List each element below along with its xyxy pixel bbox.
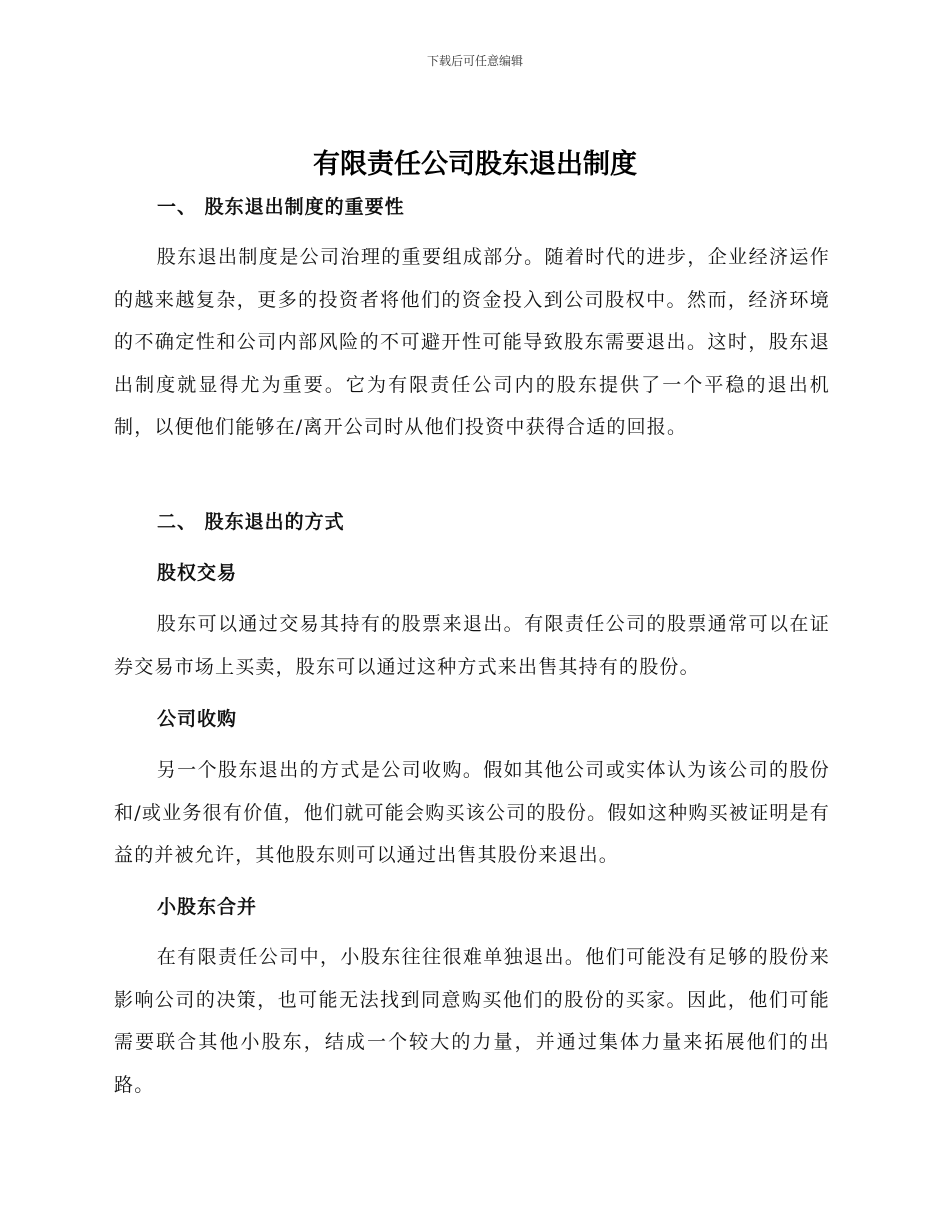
section-heading-1: 一、 股东退出制度的重要性 — [157, 196, 405, 218]
subheading-equity-trading: 股权交易 — [157, 562, 238, 584]
section-1-paragraph: 股东退出制度是公司治理的重要组成部分。随着时代的进步，企业经济运作的越来越复杂，更多的投资者将他们的资金投入到公司股权中。然而，经济环境的不确定性和公司内部风险的不可避开性可能导致股东需要退出。这时，股东退出制度就显得尤为重要。它为有限责任公司内的股东提供了一个平稳的退出机制，以便他们能够在/离开公司时从他们投资中获得合适的回报。 — [114, 246, 830, 438]
company-acquisition-paragraph: 另一个股东退出的方式是公司收购。假如其他公司或实体认为该公司的股份和/或业务很有价值，他们就可能会购买该公司的股份。假如这种购买被证明是有益的并被允许，其他股东则可以通过出售其股份来退出。 — [114, 759, 830, 866]
document-title: 有限责任公司股东退出制度 — [313, 149, 637, 180]
subheading-company-acquisition: 公司收购 — [157, 708, 238, 730]
section-heading-2: 二、 股东退出的方式 — [157, 511, 345, 533]
subheading-minority-merge: 小股东合并 — [157, 896, 258, 918]
header-note: 下载后可任意编辑 — [426, 54, 523, 68]
minority-merge-paragraph: 在有限责任公司中，小股东往往很难单独退出。他们可能没有足够的股份来影响公司的决策，也可能无法找到同意购买他们的股份的买家。因此，他们可能需要联合其他小股东，结成一个较大的力量，并通过集体力量来拓展他们的出路。 — [114, 946, 830, 1096]
equity-trading-paragraph: 股东可以通过交易其持有的股票来退出。有限责任公司的股票通常可以在证券交易市场上买卖，股东可以通过这种方式来出售其持有的股份。 — [114, 613, 830, 678]
